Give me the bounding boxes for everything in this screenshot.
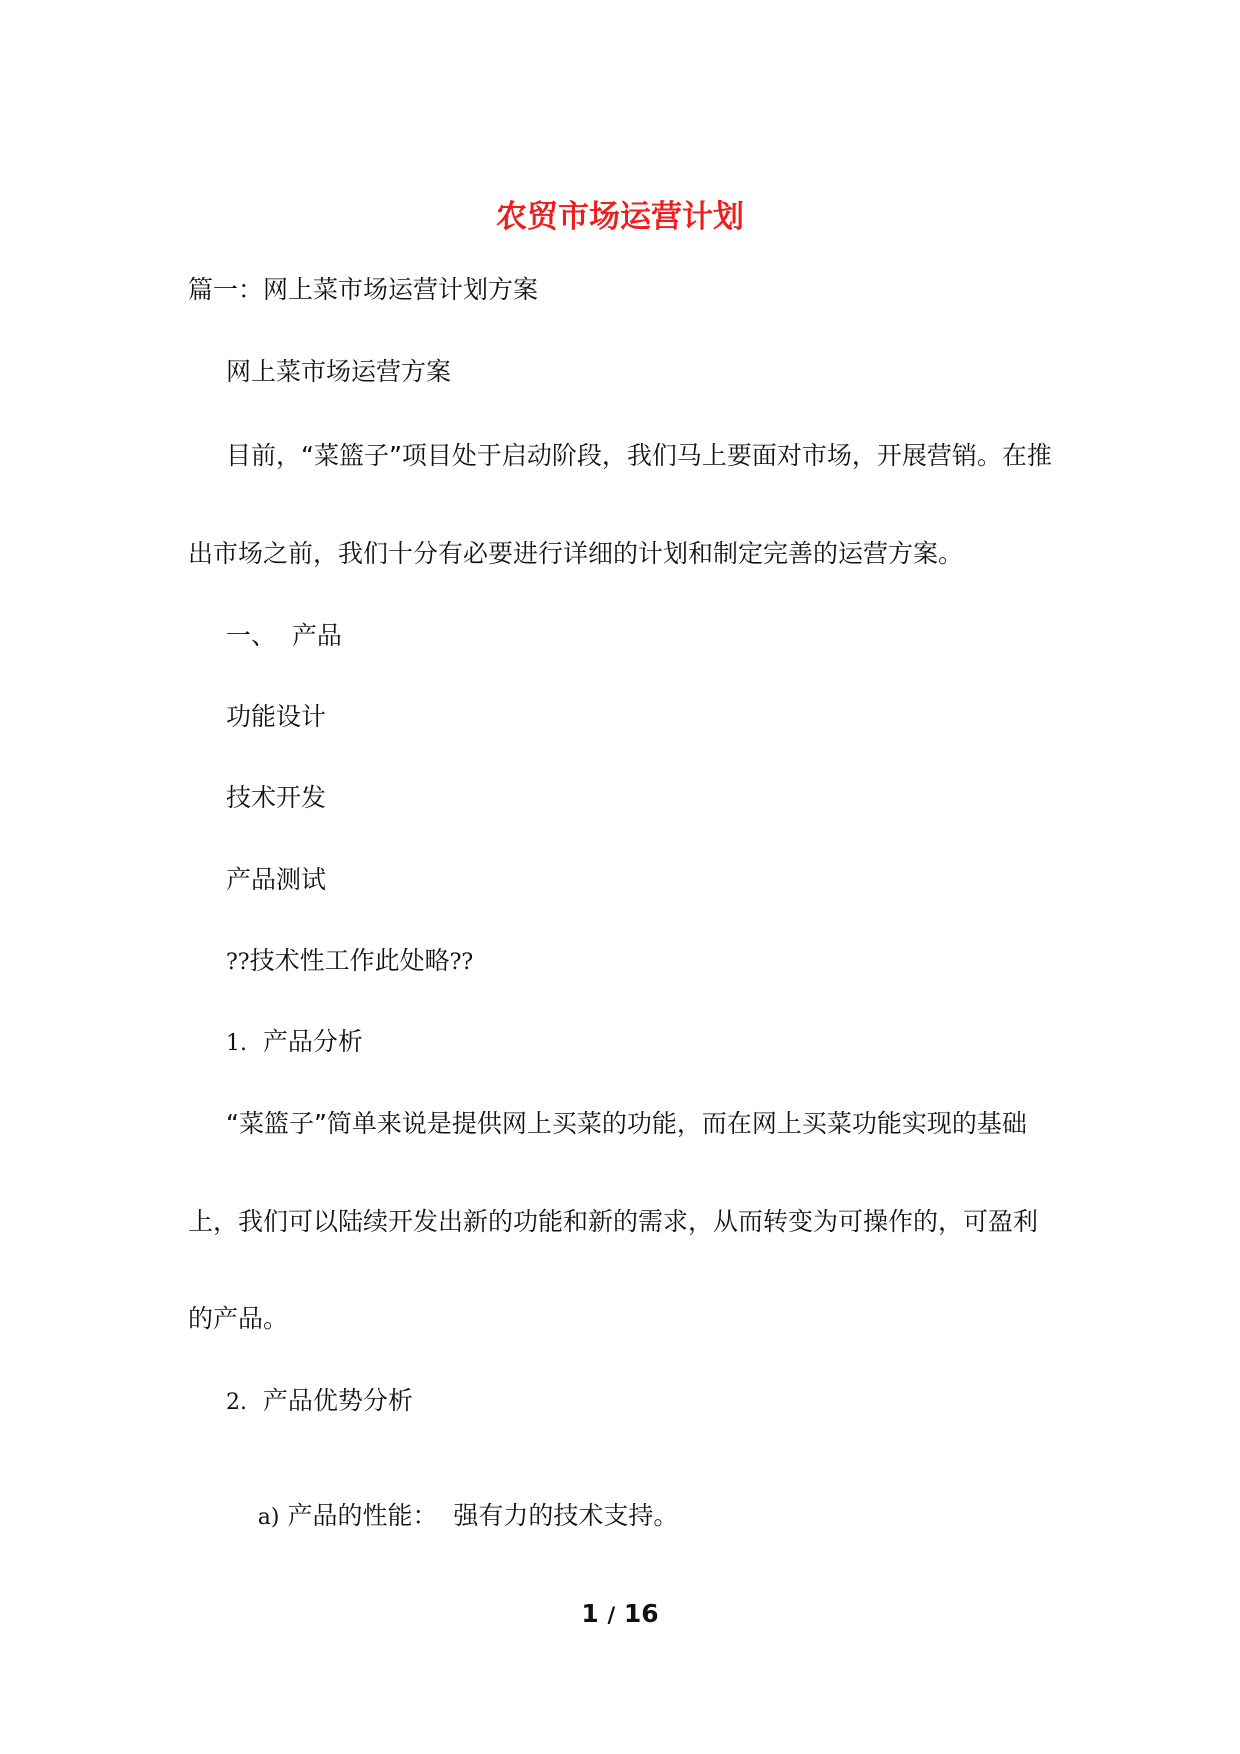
- page-number: [0, 1598, 1240, 1631]
- item-number: 2.: [226, 1390, 247, 1415]
- note-line: [226, 944, 473, 980]
- list-item: 产品测试: [226, 865, 327, 894]
- sub-item: [226, 1465, 678, 1569]
- note-text: 技术性工作此处略: [249, 946, 450, 975]
- section-heading: 篇一：网上菜市场运营计划方案: [188, 275, 539, 304]
- subheading: 网上菜市场运营方案: [226, 357, 452, 386]
- numbered-heading: [226, 1384, 413, 1420]
- question-marks: ??: [449, 950, 474, 975]
- item-text: 产品分析: [262, 1027, 363, 1056]
- paragraph-line: 目前，“菜篮子”项目处于启动阶段，我们马上要面对市场，开展营销。在推: [226, 441, 1052, 470]
- question-marks: ??: [226, 950, 250, 975]
- list-item: 功能设计: [226, 702, 327, 731]
- chapter-heading: 一、 产品: [226, 621, 342, 650]
- numbered-heading: [226, 1025, 363, 1061]
- item-text: 产品的性能： 强有力的技术支持。: [287, 1501, 679, 1530]
- item-text: 产品优势分析: [262, 1386, 413, 1415]
- paragraph-line: 的产品。: [188, 1304, 289, 1333]
- current-page: 1: [581, 1599, 599, 1628]
- total-pages: 16: [623, 1599, 659, 1628]
- paragraph-line: 出市场之前，我们十分有必要进行详细的计划和制定完善的运营方案。: [188, 539, 964, 568]
- item-number: 1.: [226, 1031, 247, 1056]
- paragraph-line: 上，我们可以陆续开发出新的功能和新的需求，从而转变为可操作的，可盈利: [188, 1207, 1039, 1236]
- item-letter: a): [257, 1505, 280, 1530]
- paragraph-line: “菜篮子”简单来说是提供网上买菜的功能，而在网上买菜功能实现的基础: [226, 1109, 1027, 1138]
- list-item: 技术开发: [226, 783, 327, 812]
- document-title: 农贸市场运营计划: [496, 199, 744, 235]
- page-separator: /: [607, 1603, 616, 1627]
